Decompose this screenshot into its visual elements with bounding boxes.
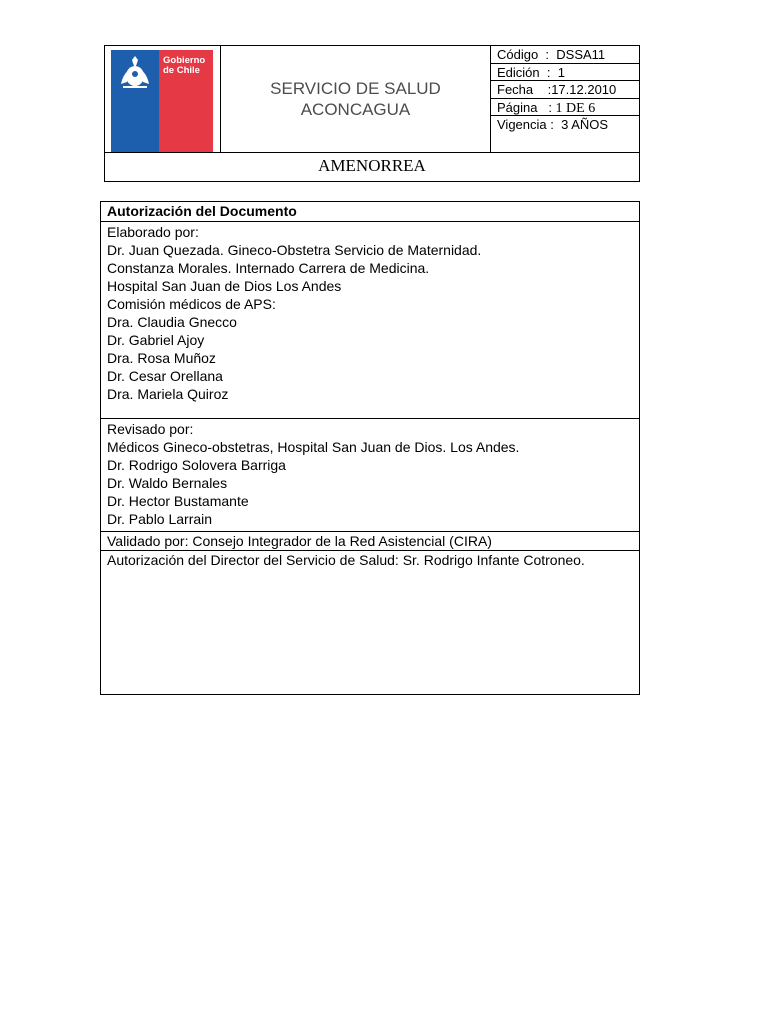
meta-codigo (491, 46, 639, 64)
prepared-line: Dra. Rosa Muñoz (107, 350, 216, 366)
meta-vigencia (491, 116, 639, 136)
gobierno-de-chile-logo (111, 50, 213, 152)
coat-of-arms-icon (115, 54, 155, 94)
reviewed-line: Médicos Gineco-obstetras, Hospital San Juan de Dios. Los Andes. (107, 439, 520, 455)
meta-value: 17.12.2010 (551, 82, 617, 97)
prepared-line: Dr. Juan Quezada. Gineco-Obstetra Servicio de Maternidad. (107, 242, 482, 258)
director-authorization-row: Autorización del Director del Servicio de Salud: Sr. Rodrigo Infante Cotroneo. (107, 552, 585, 568)
meta-value: 1 (557, 64, 565, 80)
meta-label: Edición (497, 64, 540, 80)
authorization-table (100, 201, 640, 695)
reviewed-line: Dr. Pablo Larrain (107, 511, 213, 527)
meta-sep: : (533, 82, 552, 97)
prepared-line: Dr. Gabriel Ajoy (107, 332, 205, 348)
meta-label: Vigencia (497, 117, 547, 132)
reviewed-by-section (101, 419, 639, 532)
logo-cell (105, 46, 221, 152)
meta-label: Página (497, 99, 538, 115)
prepared-line: Dra. Claudia Gnecco (107, 314, 237, 330)
meta-sep: : (538, 47, 557, 62)
reviewed-line: Revisado por: (107, 421, 194, 437)
prepared-line: Elaborado por: (107, 224, 199, 240)
validated-by-row: Validado por: Consejo Integrador de la Red Asistencial (CIRA) (101, 532, 639, 551)
meta-sep: : (539, 64, 558, 80)
document-header-table (104, 45, 640, 182)
logo-brand-line2: de Chile (163, 65, 200, 76)
prepared-by-section (101, 222, 639, 419)
document-meta-cell (491, 46, 639, 152)
meta-label: Fecha (497, 82, 534, 97)
prepared-line: Constanza Morales. Internado Carrera de Medicina. (107, 260, 430, 276)
meta-sep: : (537, 99, 556, 115)
meta-edicion (491, 64, 639, 82)
document-title: AMENORREA (105, 152, 639, 181)
reviewed-line: Dr. Waldo Bernales (107, 475, 228, 491)
prepared-line: Dra. Mariela Quiroz (107, 386, 229, 402)
prepared-line: Comisión médicos de APS: (107, 296, 276, 312)
org-line2: ACONCAGUA (300, 100, 411, 119)
meta-label: Código (497, 47, 539, 62)
prepared-line: Hospital San Juan de Dios Los Andes (107, 278, 342, 294)
meta-pagina (491, 99, 639, 117)
meta-value: 1 DE 6 (555, 100, 596, 116)
meta-value: DSSA11 (556, 47, 606, 62)
logo-brand-text (163, 56, 213, 76)
meta-fecha (491, 81, 639, 99)
org-line1: SERVICIO DE SALUD (270, 79, 441, 98)
authorization-heading: Autorización del Documento (101, 202, 639, 222)
reviewed-line: Dr. Rodrigo Solovera Barriga (107, 457, 286, 473)
prepared-line: Dr. Cesar Orellana (107, 368, 223, 384)
meta-sep: : (546, 117, 562, 132)
meta-value: 3 AÑOS (561, 117, 609, 132)
organization-title-cell (221, 46, 491, 152)
reviewed-line: Dr. Hector Bustamante (107, 493, 249, 509)
logo-brand-line1: Gobierno (163, 55, 206, 66)
